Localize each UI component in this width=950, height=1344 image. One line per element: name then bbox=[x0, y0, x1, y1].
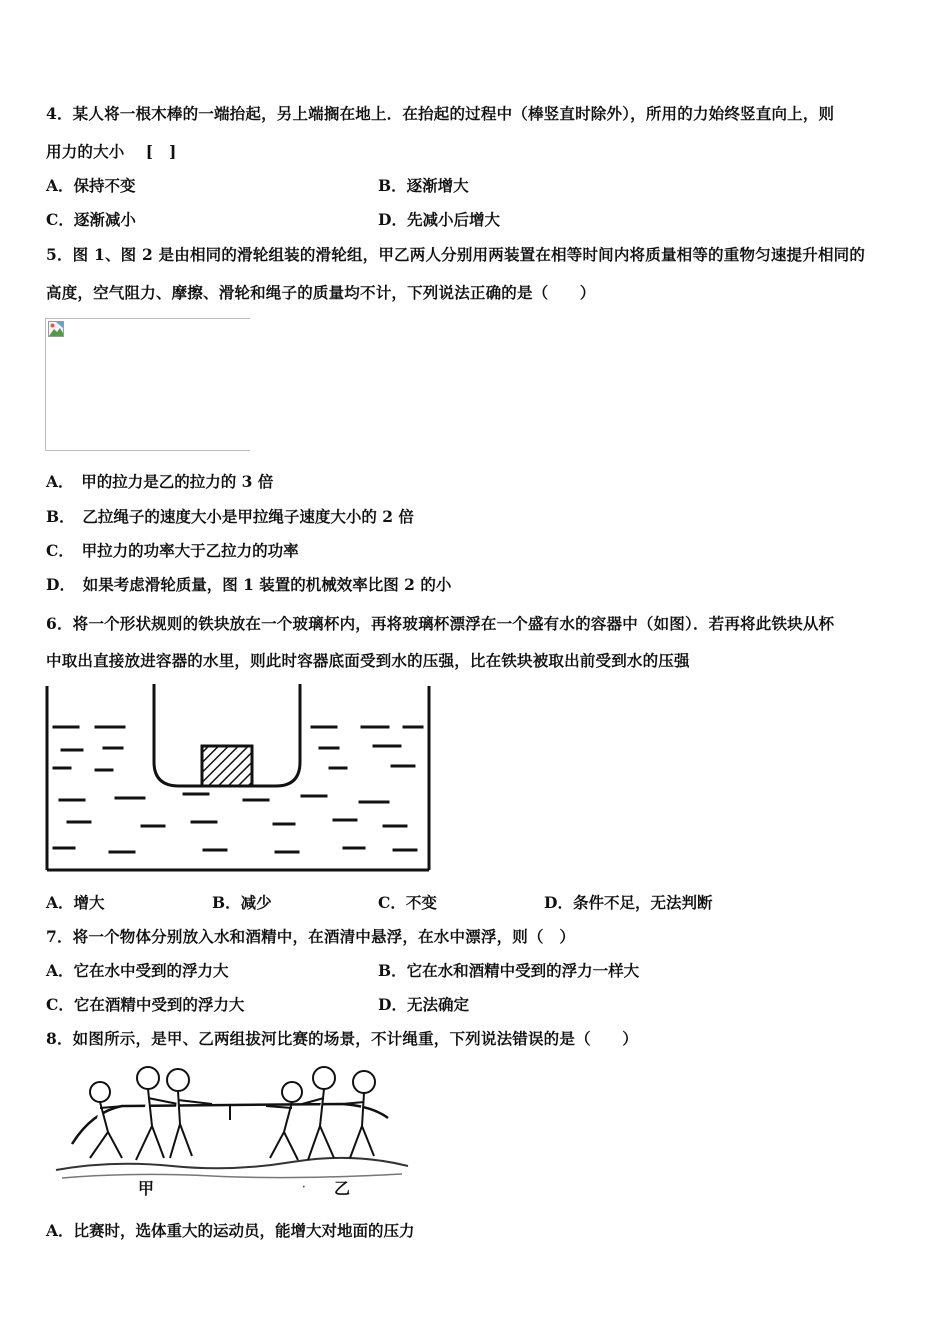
q4-stem-line2: 用力的大小 [ ] bbox=[46, 142, 177, 161]
team-left-label: 甲 bbox=[138, 1179, 155, 1198]
q7-stem: 7．将一个物体分别放入水和酒精中，在酒清中悬浮，在水中漂浮，则（ ） bbox=[46, 927, 576, 946]
q8-stem: 8．如图所示，是甲、乙两组拔河比赛的场景，不计绳重，下列说法错误的是（ ） bbox=[46, 1029, 638, 1048]
svg-text:·: · bbox=[302, 1182, 306, 1193]
broken-image-icon bbox=[48, 321, 64, 337]
q7-option-b[interactable]: B．它在水和酒精中受到的浮力一样大 bbox=[378, 961, 640, 980]
q4-option-b[interactable]: B．逐渐增大 bbox=[378, 176, 469, 195]
q5-option-b[interactable]: B． 乙拉绳子的速度大小是甲拉绳子速度大小的 2 倍 bbox=[46, 507, 414, 526]
q7-option-c[interactable]: C．它在酒精中受到的浮力大 bbox=[46, 995, 245, 1014]
q5-stem-line2: 高度，空气阻力、摩擦、滑轮和绳子的质量均不计，下列说法正确的是（ ） bbox=[46, 283, 596, 302]
q5-stem-line1: 5．图 1、图 2 是由相同的滑轮组装的滑轮组，甲乙两人分别用两装置在相等时间内将质量相等的重物匀速提升相同的 bbox=[46, 245, 866, 264]
q4-option-d[interactable]: D．先减小后增大 bbox=[378, 210, 500, 229]
q6-option-a[interactable]: A．增大 bbox=[46, 893, 105, 912]
q4-option-a[interactable]: A．保持不变 bbox=[46, 176, 136, 195]
iron-block bbox=[202, 746, 252, 786]
team-right-figures bbox=[266, 1067, 375, 1160]
q6-option-b[interactable]: B．减少 bbox=[212, 893, 272, 912]
q7-option-a[interactable]: A．它在水中受到的浮力大 bbox=[46, 961, 229, 980]
q5-option-a[interactable]: A． 甲的拉力是乙的拉力的 3 倍 bbox=[46, 472, 274, 491]
q5-figure-placeholder bbox=[45, 318, 250, 451]
team-right-label: 乙 bbox=[334, 1179, 351, 1198]
q5-option-d[interactable]: D． 如果考虑滑轮质量，图 1 装置的机械效率比图 2 的小 bbox=[46, 575, 452, 594]
q6-option-d[interactable]: D．条件不足，无法判断 bbox=[544, 893, 713, 912]
q6-stem-line1: 6．将一个形状规则的铁块放在一个玻璃杯内，再将玻璃杯漂浮在一个盛有水的容器中（如图）．若再将此铁块从杯 bbox=[46, 614, 835, 633]
q4-option-c[interactable]: C．逐渐减小 bbox=[46, 210, 136, 229]
q6-container-figure bbox=[44, 682, 434, 874]
team-left-figures bbox=[90, 1067, 212, 1160]
q8-tug-of-war-figure bbox=[52, 1062, 412, 1202]
ground-line bbox=[56, 1158, 408, 1170]
q4-stem-line1: 4．某人将一根木棒的一端抬起，另上端搁在地上．在抬起的过程中（棒竖直时除外），所用的力始终竖直向上，则 bbox=[46, 104, 835, 123]
q7-option-d[interactable]: D．无法确定 bbox=[378, 995, 469, 1014]
q8-option-a[interactable]: A．比赛时，选体重大的运动员，能增大对地面的压力 bbox=[46, 1221, 415, 1240]
q6-stem-line2: 中取出直接放进容器的水里，则此时容器底面受到水的压强，比在铁块被取出前受到水的压强 bbox=[46, 651, 690, 670]
q6-option-c[interactable]: C．不变 bbox=[378, 893, 437, 912]
q5-option-c[interactable]: C． 甲拉力的功率大于乙拉力的功率 bbox=[46, 541, 299, 560]
